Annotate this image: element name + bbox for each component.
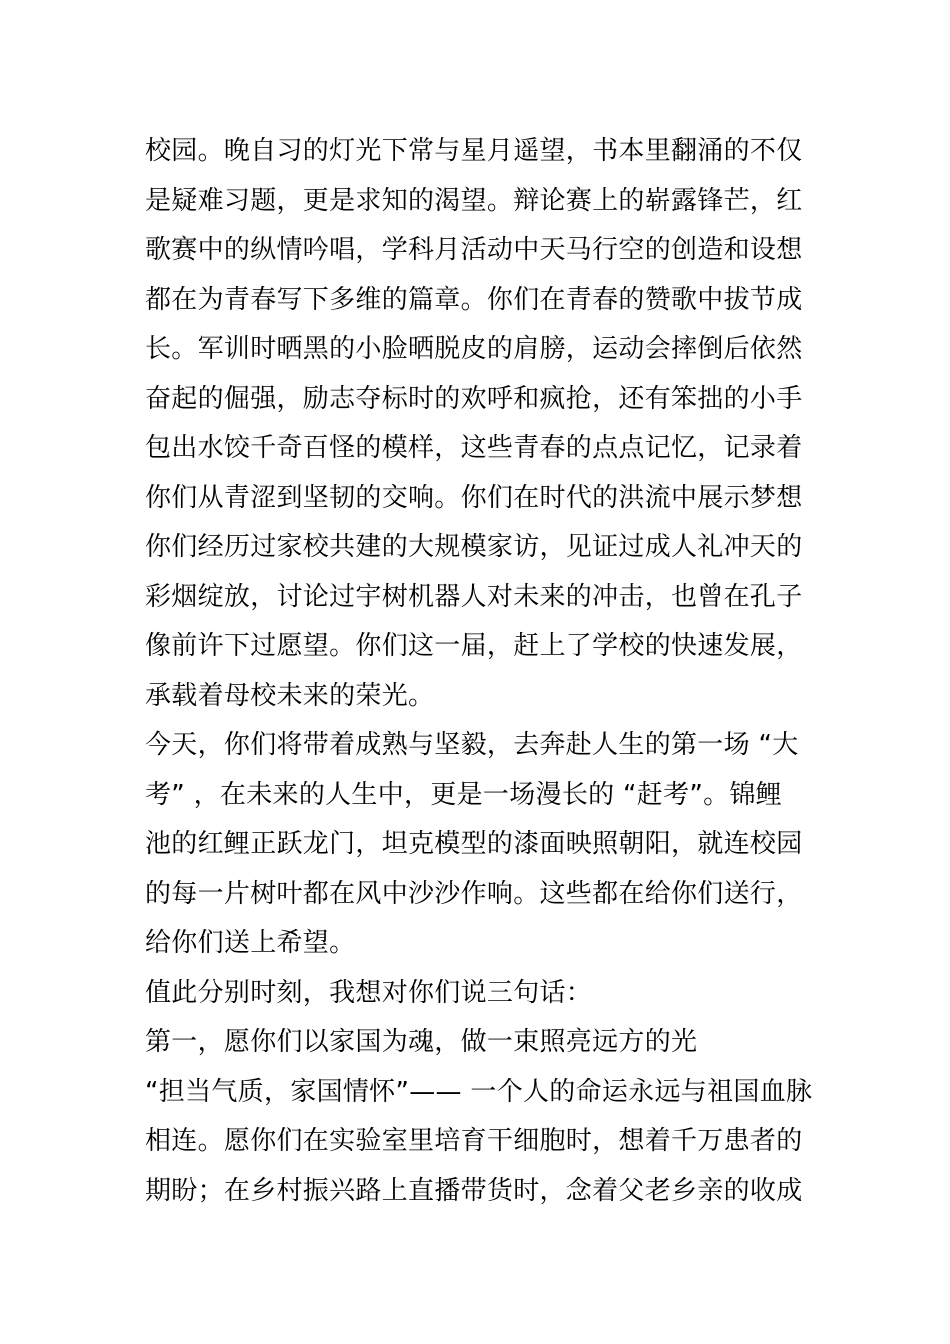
text-line: 给你们送上希望。 [145, 928, 356, 958]
text-line: 值此分别时刻，我想对你们说三句话： [145, 977, 593, 1008]
text-line: 都在为青春写下多维的篇章。你们在青春的赞歌中拔节成 [145, 284, 803, 315]
text-line: 期盼；在乡村振兴路上直播带货时，念着父老乡亲的收成 [145, 1175, 803, 1206]
section-heading: 第一，愿你们以家国为魂，做一束照亮远方的光 [145, 1027, 698, 1057]
text-line: 奋起的倔强，励志夺标时的欢呼和疯抢，还有笨拙的小手 [145, 383, 803, 414]
text-line: 考” ，在未来的人生中，更是一场漫长的 “赶考”。锦鲤 [145, 779, 783, 810]
body-text [145, 127, 813, 1216]
text-line: 今天，你们将带着成熟与坚毅，去奔赴人生的第一场 “大 [145, 730, 799, 760]
text-line: 的每一片树叶都在风中沙沙作响。这些都在给你们送行， [145, 878, 803, 909]
text-line: 彩烟绽放，讨论过宇树机器人对未来的冲击，也曾在孔子 [145, 581, 803, 612]
text-line: “担当气质，家国情怀”—— 一个人的命运永远与祖国血脉 [145, 1076, 813, 1107]
text-line: 校园。晚自习的灯光下常与星月遥望，书本里翻涌的不仅 [145, 136, 803, 166]
text-line: 你们经历过家校共建的大规模家访，见证过成人礼冲天的 [145, 532, 803, 562]
text-line: 长。军训时晒黑的小脸晒脱皮的肩膀，运动会摔倒后依然 [145, 334, 803, 364]
text-line: 包出水饺千奇百怪的模样，这些青春的点点记忆，记录着 [145, 433, 803, 463]
text-line: 承载着母校未来的荣光。 [145, 680, 435, 711]
text-line: 你们从青涩到坚韧的交响。你们在时代的洪流中展示梦想 [145, 482, 803, 513]
text-line: 是疑难习题，更是求知的渴望。辩论赛上的崭露锋芒，红 [145, 185, 803, 216]
text-line: 相连。愿你们在实验室里培育干细胞时，想着千万患者的 [145, 1126, 803, 1156]
text-line: 歌赛中的纵情吟唱，学科月活动中天马行空的创造和设想 [145, 235, 803, 265]
text-line: 像前许下过愿望。你们这一届，赶上了学校的快速发展， [145, 631, 803, 661]
text-line: 池的红鲤正跃龙门，坦克模型的漆面映照朝阳，就连校园 [145, 829, 803, 859]
